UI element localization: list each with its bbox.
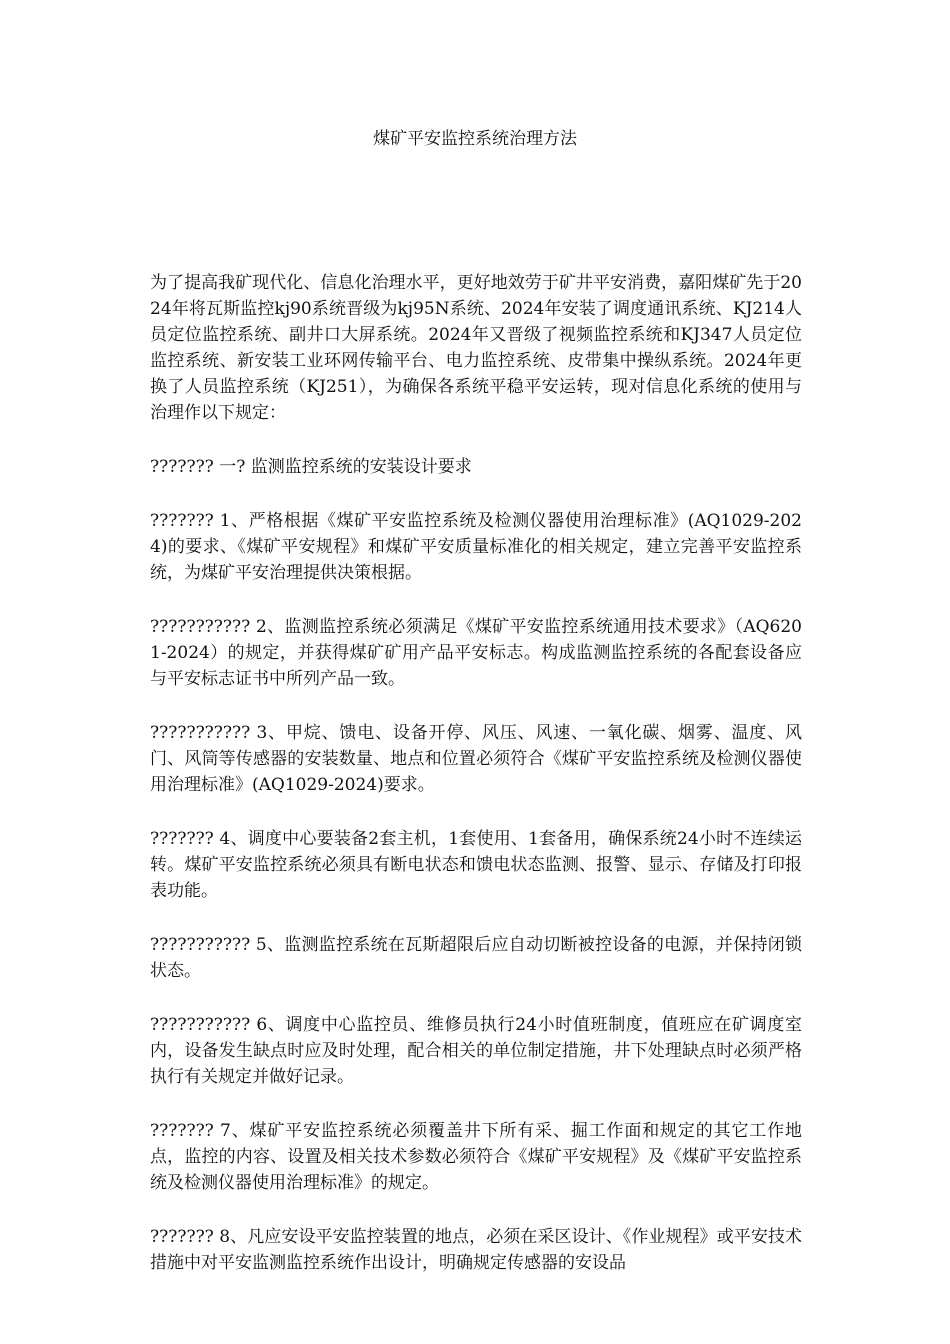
rule-paragraph-5: ??????????? 5、监测监控系统在瓦斯超限后应自动切断被控设备的电源，并保持闭锁状态。 [150,935,802,981]
section-heading: ??????? 一? 监测监控系统的安装设计要求 [150,457,472,477]
rule-paragraph-7: ??????? 7、煤矿平安监控系统必须覆盖井下所有采、掘工作面和规定的其它工作地点，监控的内容、设置及相关技术参数必须符合《煤矿平安规程》及《煤矿平安监控系统及检测仪器使用治理标准》的规定。 [150,1121,802,1193]
document-body [150,270,802,1304]
rule-paragraph-8: ??????? 8、凡应安设平安监控装置的地点，必须在采区设计、《作业规程》或平安技术措施中对平安监测监控系统作出设计，明确规定传感器的安设品 [150,1227,802,1273]
intro-paragraph: 为了提高我矿现代化、信息化治理水平，更好地效劳于矿井平安消费，嘉阳煤矿先于2024年将瓦斯监控kj90系统晋级为kj95N系统、2024年安装了调度通讯系统、KJ214人员定位监控系统、副井口大屏系统。2024年又晋级了视频监控系统和KJ347人员定位监控系统、新安装工业环网传输平台、电力监控系统、皮带集中操纵系统。2024年更换了人员监控系统（KJ251），为确保各系统平稳平安运转，现对信息化系统的使用与治理作以下规定： [150,273,802,423]
rule-paragraph-6: ??????????? 6、调度中心监控员、维修员执行24小时值班制度，值班应在矿调度室内，设备发生缺点时应及时处理，配合相关的单位制定措施，井下处理缺点时必须严格执行有关规定并做好记录。 [150,1015,802,1087]
rule-paragraph-2: ??????????? 2、监测监控系统必须满足《煤矿平安监控系统通用技术要求》（AQ6201-2024）的规定，并获得煤矿矿用产品平安标志。构成监测监控系统的各配套设备应与平安标志证书中所列产品一致。 [150,617,802,689]
rule-paragraph-4: ??????? 4、调度中心要装备2套主机，1套使用、1套备用，确保系统24小时不连续运转。煤矿平安监控系统必须具有断电状态和馈电状态监测、报警、显示、存储及打印报表功能。 [150,829,802,901]
document-title: 煤矿平安监控系统治理方法 [373,129,577,149]
rule-paragraph-3: ??????????? 3、甲烷、馈电、设备开停、风压、风速、一氧化碳、烟雾、温度、风门、风筒等传感器的安装数量、地点和位置必须符合《煤矿平安监控系统及检测仪器使用治理标准》(AQ1029-2024)要求。 [150,723,802,795]
rule-paragraph-1: ??????? 1、严格根据《煤矿平安监控系统及检测仪器使用治理标准》(AQ1029-2024)的要求、《煤矿平安规程》和煤矿平安质量标准化的相关规定，建立完善平安监控系统，为煤矿平安治理提供决策根据。 [150,511,802,583]
